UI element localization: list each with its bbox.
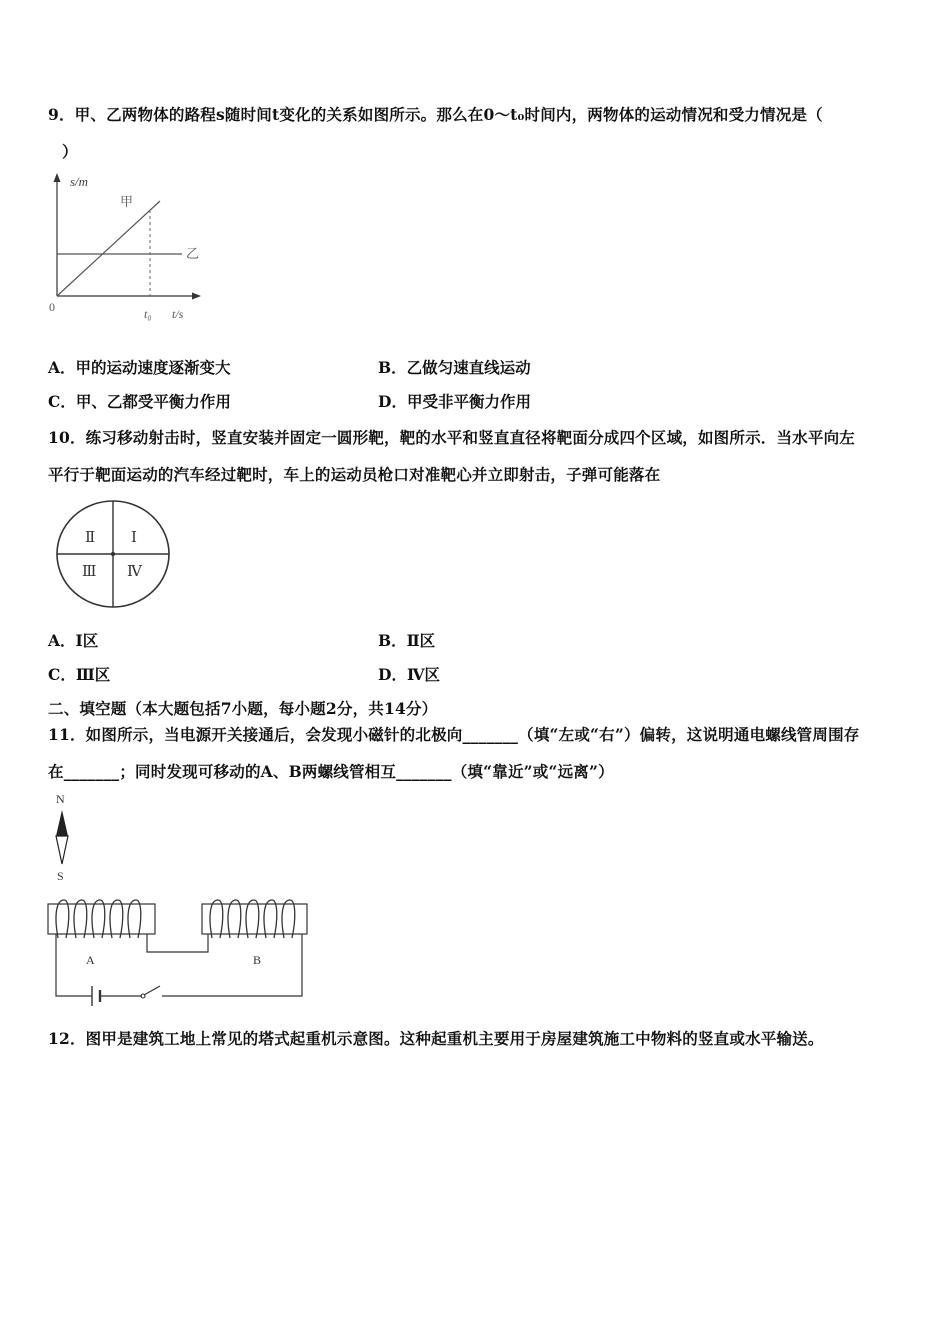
t0-label: t₀ xyxy=(144,307,152,321)
q10-option-d[interactable]: D．Ⅳ区 xyxy=(378,665,441,684)
q9-stem-line1: 9．甲、乙两物体的路程s随时间t变化的关系如图所示。那么在0～t₀时间内，两物体的运动情况和受力情况是（ xyxy=(48,105,823,124)
region-III-label: Ⅲ xyxy=(82,564,97,580)
region-IV-label: Ⅳ xyxy=(127,564,142,580)
q9-option-a[interactable]: A．甲的运动速度逐渐变大 xyxy=(48,358,231,377)
needle-north-half xyxy=(56,810,68,836)
q9-graph xyxy=(40,168,220,328)
section-2-heading: 二、填空题（本大题包括7小题，每小题2分，共14分） xyxy=(48,699,438,718)
needle-south-half xyxy=(56,836,68,864)
coil-b-windings xyxy=(210,900,295,938)
coil-b-tube xyxy=(202,904,307,934)
q9-option-c[interactable]: C．甲、乙都受平衡力作用 xyxy=(48,392,231,411)
label-yi: 乙 xyxy=(186,246,200,261)
north-label: N xyxy=(56,792,65,806)
coil-a-windings xyxy=(56,900,141,938)
x-axis-label: t/s xyxy=(172,307,184,321)
q10-option-b[interactable]: B．Ⅱ区 xyxy=(378,631,436,650)
coil-a-label: A xyxy=(86,953,95,967)
origin-label: 0 xyxy=(49,300,55,314)
y-axis-arrow xyxy=(54,173,61,182)
target-center xyxy=(111,552,115,556)
switch-lever xyxy=(144,986,160,995)
south-label: S xyxy=(57,869,64,883)
q10-target xyxy=(52,498,176,612)
region-I-label: Ⅰ xyxy=(131,530,137,546)
q11-stem-line2: 在_______；同时发现可移动的A、B两螺线管相互_______（填“靠近”或“远离”） xyxy=(48,762,614,781)
line-jia xyxy=(57,201,160,296)
x-axis-arrow xyxy=(192,293,201,300)
q10-option-a[interactable]: A．Ⅰ区 xyxy=(48,631,99,650)
q9-option-b[interactable]: B．乙做匀速直线运动 xyxy=(378,358,531,377)
y-axis-label: s/m xyxy=(70,174,89,189)
q11-stem-line1: 11．如图所示，当电源开关接通后，会发现小磁针的北极向_______（填“左或“右”）偏转，这说明通电螺线管周围存 xyxy=(48,725,860,744)
q10-stem-line2: 平行于靶面运动的汽车经过靶时，车上的运动员枪口对准靶心并立即射击，子弹可能落在 xyxy=(48,465,661,484)
q9-stem-line2: ） xyxy=(62,142,78,161)
q10-stem-line1: 10．练习移动射击时，竖直安装并固定一圆形靶，靶的水平和竖直直径将靶面分成四个区域，如图所示．当水平向左 xyxy=(48,428,855,447)
q9-option-d[interactable]: D．甲受非平衡力作用 xyxy=(378,392,531,411)
q11-circuit-figure xyxy=(40,788,320,1008)
q12-stem-line1: 12．图甲是建筑工地上常见的塔式起重机示意图。这种起重机主要用于房屋建筑施工中物料的竖直或水平输送。 xyxy=(48,1029,824,1048)
region-II-label: Ⅱ xyxy=(85,530,96,546)
q10-option-c[interactable]: C．Ⅲ区 xyxy=(48,665,111,684)
coil-b-label: B xyxy=(253,953,262,967)
label-jia: 甲 xyxy=(120,194,134,209)
